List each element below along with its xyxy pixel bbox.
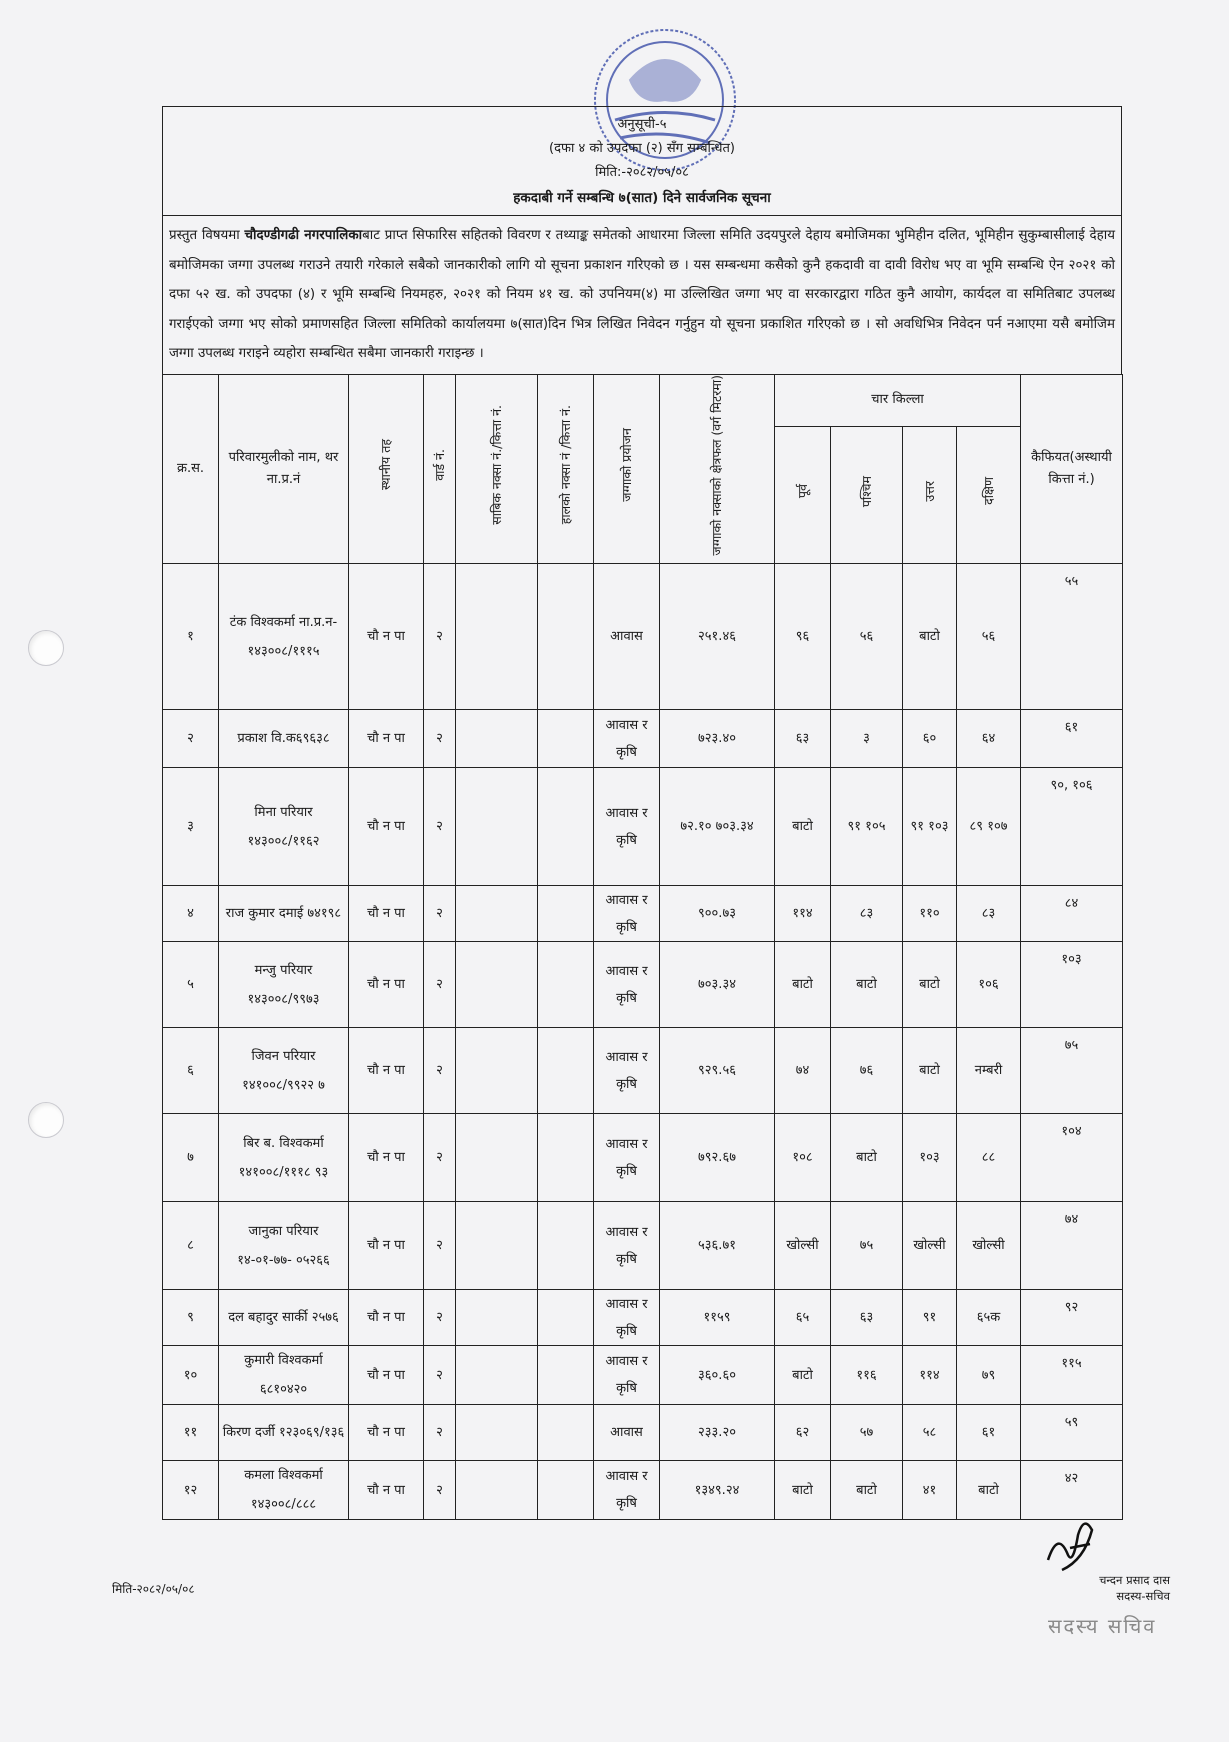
cell-remarks: ९०, १०६ bbox=[1021, 768, 1123, 886]
cell-ward: २ bbox=[424, 1114, 456, 1202]
cell-name: जानुका परियार १४-०१-७७- ०५२६६ bbox=[219, 1202, 349, 1290]
table-row bbox=[163, 942, 1123, 1028]
cell-east: ११४ bbox=[775, 886, 831, 942]
cell-remarks: १०३ bbox=[1021, 942, 1123, 1028]
table-row bbox=[163, 710, 1123, 768]
cell-old bbox=[456, 1028, 538, 1114]
cell-ward: २ bbox=[424, 768, 456, 886]
cell-name: कमला विश्वकर्मा १४३००८/८८८ bbox=[219, 1461, 349, 1520]
cell-sn: ११ bbox=[163, 1405, 219, 1461]
cell-ward: २ bbox=[424, 1346, 456, 1405]
header-north: उत्तर bbox=[903, 427, 957, 564]
cell-area: ७२३.४० bbox=[660, 710, 775, 768]
cell-local: चौ न पा bbox=[349, 1461, 424, 1520]
cell-east: १०८ bbox=[775, 1114, 831, 1202]
cell-ward: २ bbox=[424, 1202, 456, 1290]
cell-new bbox=[538, 710, 594, 768]
cell-east: ९६ bbox=[775, 564, 831, 710]
table-row bbox=[163, 1461, 1123, 1520]
cell-use: आवास र कृषि bbox=[594, 1346, 660, 1405]
notice-body bbox=[162, 215, 1122, 374]
header-west: पश्चिम bbox=[831, 427, 903, 564]
cell-local: चौ न पा bbox=[349, 768, 424, 886]
cell-sn: ९ bbox=[163, 1290, 219, 1346]
cell-west: ७५ bbox=[831, 1202, 903, 1290]
cell-ward: २ bbox=[424, 1290, 456, 1346]
cell-new bbox=[538, 1346, 594, 1405]
cell-new bbox=[538, 942, 594, 1028]
cell-south: ६५क bbox=[957, 1290, 1021, 1346]
punch-hole-bottom bbox=[28, 1102, 64, 1138]
cell-local: चौ न पा bbox=[349, 1405, 424, 1461]
cell-north: ६० bbox=[903, 710, 957, 768]
cell-north: खोल्सी bbox=[903, 1202, 957, 1290]
cell-area: ७९२.६७ bbox=[660, 1114, 775, 1202]
cell-use: आवास र कृषि bbox=[594, 1114, 660, 1202]
clause-label: (दफा ४ को उपदफा (२) सँग सम्बन्धित) bbox=[549, 141, 735, 156]
cell-west: बाटो bbox=[831, 1114, 903, 1202]
cell-new bbox=[538, 1114, 594, 1202]
cell-north: बाटो bbox=[903, 564, 957, 710]
cell-use: आवास र कृषि bbox=[594, 710, 660, 768]
cell-name: मन्जु परियार १४३००८/९९७३ bbox=[219, 942, 349, 1028]
cell-west: बाटो bbox=[831, 1461, 903, 1520]
header-local: स्थानीय तह bbox=[349, 374, 424, 564]
cell-south: ५६ bbox=[957, 564, 1021, 710]
cell-east: ७४ bbox=[775, 1028, 831, 1114]
cell-east: बाटो bbox=[775, 942, 831, 1028]
cell-ward: २ bbox=[424, 942, 456, 1028]
cell-name: मिना परियार १४३००८/११६२ bbox=[219, 768, 349, 886]
cell-local: चौ न पा bbox=[349, 1028, 424, 1114]
cell-sn: ४ bbox=[163, 886, 219, 942]
cell-south: बाटो bbox=[957, 1461, 1021, 1520]
cell-west: ८३ bbox=[831, 886, 903, 942]
cell-remarks: ६१ bbox=[1021, 710, 1123, 768]
cell-ward: २ bbox=[424, 564, 456, 710]
signer-block bbox=[1020, 1572, 1170, 1604]
table-row bbox=[163, 886, 1123, 942]
cell-name: बिर ब. विश्वकर्मा १४१००८/१११८ ९३ bbox=[219, 1114, 349, 1202]
land-allocation-table bbox=[162, 374, 1123, 1521]
cell-local: चौ न पा bbox=[349, 564, 424, 710]
cell-sn: २ bbox=[163, 710, 219, 768]
notice-title: हकदाबी गर्ने सम्बन्धि ७(सात) दिने सार्वजनिक सूचना bbox=[513, 190, 771, 206]
cell-local: चौ न पा bbox=[349, 1202, 424, 1290]
annex-label: अनुसूची-५ bbox=[617, 117, 667, 132]
cell-new bbox=[538, 1290, 594, 1346]
cell-name: जिवन परियार १४१००८/९९२२ ७ bbox=[219, 1028, 349, 1114]
cell-south: ७९ bbox=[957, 1346, 1021, 1405]
cell-sn: ७ bbox=[163, 1114, 219, 1202]
cell-remarks: ९२ bbox=[1021, 1290, 1123, 1346]
signer-name: चन्दन प्रसाद दास bbox=[1099, 1573, 1170, 1587]
cell-sn: ६ bbox=[163, 1028, 219, 1114]
cell-ward: २ bbox=[424, 886, 456, 942]
cell-name: कुमारी विश्वकर्मा ६८१०४२० bbox=[219, 1346, 349, 1405]
table-body bbox=[163, 564, 1123, 1520]
cell-old bbox=[456, 710, 538, 768]
cell-north: ९१ १०३ bbox=[903, 768, 957, 886]
cell-area: १३४९.२४ bbox=[660, 1461, 775, 1520]
cell-old bbox=[456, 886, 538, 942]
intro-after: बाट प्राप्त सिफारिस सहितको विवरण र तथ्याङ्क समेतको आधारमा जिल्ला समिति उदयपुरले देहाय बमोजिमका भुमिहीन दलित, भूमिहीन सुकुम्बासीलाई देहाय बमोजिमका जग्गा उपलब्ध गराउने तयारी गरेकाले सबैको जानकारीको लागि यो सूचना प्रकाशन गरिएको छ । यस सम्बन्धमा कसैको कुनै हकदावी वा दावी विरोध भए वा भूमि सम्बन्धि ऐन २०२१ को दफा ५२ ख. को उपदफा (४) र भूमि सम्बन्धि नियमहरु, २०२१ को नियम ४१ ख. को उपनियम(४) मा उल्लिखित जग्गा भए वा सरकारद्वारा गठित कुनै आयोग, कार्यदल वा समितिबाट उपलब्ध गराईएको जग्गा भए सोको प्रमाणसहित जिल्ला समितिको कार्यालयमा ७(सात)दिन भित्र लिखित निवेदन गर्नुहुन यो सूचना प्रकाशित गरिएको छ । सो अवधिभित्र निवेदन पर्न नआएमा यसै बमोजिम जग्गा उपलब्ध गराइने व्यहोरा सम्बन्धित सबैमा जानकारी गराइन्छ । bbox=[169, 228, 1115, 361]
cell-use: आवास र कृषि bbox=[594, 1202, 660, 1290]
header-boundary: चार किल्ला bbox=[775, 374, 1021, 427]
footer-date: मिति-२०८२/०५/०८ bbox=[112, 1582, 195, 1596]
cell-north: ४१ bbox=[903, 1461, 957, 1520]
cell-new bbox=[538, 1202, 594, 1290]
cell-old bbox=[456, 1461, 538, 1520]
cell-south: ८८ bbox=[957, 1114, 1021, 1202]
cell-use: आवास र कृषि bbox=[594, 886, 660, 942]
notice-document bbox=[162, 106, 1122, 1520]
table-row bbox=[163, 1346, 1123, 1405]
cell-new bbox=[538, 1405, 594, 1461]
header-south: दक्षिण bbox=[957, 427, 1021, 564]
cell-east: बाटो bbox=[775, 768, 831, 886]
cell-sn: ८ bbox=[163, 1202, 219, 1290]
table-row bbox=[163, 1028, 1123, 1114]
cell-north: ५८ bbox=[903, 1405, 957, 1461]
cell-remarks: ५९ bbox=[1021, 1405, 1123, 1461]
header-area: जग्गाको नक्साको क्षेत्रफल (वर्ग मिटरमा) bbox=[660, 374, 775, 564]
cell-local: चौ न पा bbox=[349, 1346, 424, 1405]
cell-old bbox=[456, 1290, 538, 1346]
cell-remarks: ५५ bbox=[1021, 564, 1123, 710]
header-name: परिवारमुलीको नाम, थर ना.प्र.नं bbox=[219, 374, 349, 564]
cell-area: ३६०.६० bbox=[660, 1346, 775, 1405]
cell-area: ७२.१० ७०३.३४ bbox=[660, 768, 775, 886]
cell-old bbox=[456, 768, 538, 886]
notice-header bbox=[162, 106, 1122, 215]
cell-east: ६३ bbox=[775, 710, 831, 768]
signer-title: सदस्य-सचिव bbox=[1116, 1589, 1170, 1603]
cell-remarks: ७४ bbox=[1021, 1202, 1123, 1290]
table-row bbox=[163, 768, 1123, 886]
cell-area: ९००.७३ bbox=[660, 886, 775, 942]
cell-new bbox=[538, 768, 594, 886]
cell-ward: २ bbox=[424, 1405, 456, 1461]
cell-north: बाटो bbox=[903, 1028, 957, 1114]
cell-north: बाटो bbox=[903, 942, 957, 1028]
cell-west: ११६ bbox=[831, 1346, 903, 1405]
cell-south: नम्बरी bbox=[957, 1028, 1021, 1114]
cell-new bbox=[538, 886, 594, 942]
header-old-map: साबिक नक्सा नं./कित्ता नं. bbox=[456, 374, 538, 564]
header-remarks: कैफियत(अस्थायी कित्ता नं.) bbox=[1021, 374, 1123, 564]
cell-south: १०६ bbox=[957, 942, 1021, 1028]
cell-new bbox=[538, 1461, 594, 1520]
cell-sn: ३ bbox=[163, 768, 219, 886]
municipality-name: चौदण्डीगढी नगरपालिका bbox=[244, 228, 363, 243]
table-row bbox=[163, 1114, 1123, 1202]
intro-before: प्रस्तुत विषयमा bbox=[169, 228, 245, 243]
cell-old bbox=[456, 564, 538, 710]
cell-local: चौ न पा bbox=[349, 1290, 424, 1346]
cell-west: ७६ bbox=[831, 1028, 903, 1114]
table-row bbox=[163, 1290, 1123, 1346]
cell-ward: २ bbox=[424, 1028, 456, 1114]
cell-remarks: ८४ bbox=[1021, 886, 1123, 942]
cell-east: बाटो bbox=[775, 1461, 831, 1520]
cell-old bbox=[456, 1114, 538, 1202]
header-east: पूर्व bbox=[775, 427, 831, 564]
cell-east: खोल्सी bbox=[775, 1202, 831, 1290]
header-sn: क्र.स. bbox=[163, 374, 219, 564]
cell-remarks: ४२ bbox=[1021, 1461, 1123, 1520]
cell-use: आवास र कृषि bbox=[594, 768, 660, 886]
cell-name: किरण दर्जी १२३०६९/१३६ bbox=[219, 1405, 349, 1461]
cell-south: ८३ bbox=[957, 886, 1021, 942]
cell-west: ९१ १०५ bbox=[831, 768, 903, 886]
cell-old bbox=[456, 1405, 538, 1461]
cell-sn: १० bbox=[163, 1346, 219, 1405]
cell-ward: २ bbox=[424, 710, 456, 768]
cell-old bbox=[456, 942, 538, 1028]
cell-use: आवास र कृषि bbox=[594, 1461, 660, 1520]
header-ward: वार्ड नं. bbox=[424, 374, 456, 564]
table-row bbox=[163, 1405, 1123, 1461]
cell-south: खोल्सी bbox=[957, 1202, 1021, 1290]
cell-east: ६२ bbox=[775, 1405, 831, 1461]
cell-north: ११४ bbox=[903, 1346, 957, 1405]
cell-west: ५६ bbox=[831, 564, 903, 710]
cell-use: आवास र कृषि bbox=[594, 1290, 660, 1346]
cell-local: चौ न पा bbox=[349, 886, 424, 942]
cell-use: आवास र कृषि bbox=[594, 1028, 660, 1114]
cell-sn: ५ bbox=[163, 942, 219, 1028]
cell-area: ५३६.७१ bbox=[660, 1202, 775, 1290]
cell-local: चौ न पा bbox=[349, 1114, 424, 1202]
cell-name: टंक विश्वकर्मा ना.प्र.न- १४३००८/१११५ bbox=[219, 564, 349, 710]
table-row bbox=[163, 1202, 1123, 1290]
header-new-map: हालको नक्सा नं /कित्ता नं. bbox=[538, 374, 594, 564]
cell-north: ११० bbox=[903, 886, 957, 942]
cell-south: ६१ bbox=[957, 1405, 1021, 1461]
cell-west: ५७ bbox=[831, 1405, 903, 1461]
header-use: जग्गाको प्रयोजन bbox=[594, 374, 660, 564]
cell-area: ११५९ bbox=[660, 1290, 775, 1346]
cell-use: आवास bbox=[594, 564, 660, 710]
cell-north: १०३ bbox=[903, 1114, 957, 1202]
cell-old bbox=[456, 1202, 538, 1290]
cell-use: आवास र कृषि bbox=[594, 942, 660, 1028]
cell-area: ७०३.३४ bbox=[660, 942, 775, 1028]
cell-new bbox=[538, 564, 594, 710]
cell-ward: २ bbox=[424, 1461, 456, 1520]
cell-east: बाटो bbox=[775, 1346, 831, 1405]
cell-south: ८९ १०७ bbox=[957, 768, 1021, 886]
cell-new bbox=[538, 1028, 594, 1114]
cell-name: प्रकाश वि.क६९६३८ bbox=[219, 710, 349, 768]
header-date: मिति:-२०८२/०५/०८ bbox=[595, 165, 689, 180]
cell-local: चौ न पा bbox=[349, 942, 424, 1028]
cell-sn: १ bbox=[163, 564, 219, 710]
cell-south: ६४ bbox=[957, 710, 1021, 768]
cell-remarks: ११५ bbox=[1021, 1346, 1123, 1405]
table-row bbox=[163, 564, 1123, 710]
cell-local: चौ न पा bbox=[349, 710, 424, 768]
cell-name: दल बहादुर सार्की २५७६ bbox=[219, 1290, 349, 1346]
signature-icon bbox=[1040, 1510, 1110, 1580]
cell-use: आवास bbox=[594, 1405, 660, 1461]
cell-area: २५१.४६ bbox=[660, 564, 775, 710]
punch-hole-top bbox=[28, 630, 64, 666]
cell-old bbox=[456, 1346, 538, 1405]
cell-remarks: ७५ bbox=[1021, 1028, 1123, 1114]
cell-west: ६३ bbox=[831, 1290, 903, 1346]
cell-area: ९२९.५६ bbox=[660, 1028, 775, 1114]
cell-east: ६५ bbox=[775, 1290, 831, 1346]
cell-sn: १२ bbox=[163, 1461, 219, 1520]
member-secretary-stamp: सदस्य सचिव bbox=[1048, 1614, 1157, 1638]
cell-north: ९१ bbox=[903, 1290, 957, 1346]
cell-west: ३ bbox=[831, 710, 903, 768]
cell-remarks: १०४ bbox=[1021, 1114, 1123, 1202]
cell-name: राज कुमार दमाई ७४१९८ bbox=[219, 886, 349, 942]
cell-west: बाटो bbox=[831, 942, 903, 1028]
cell-area: २३३.२० bbox=[660, 1405, 775, 1461]
